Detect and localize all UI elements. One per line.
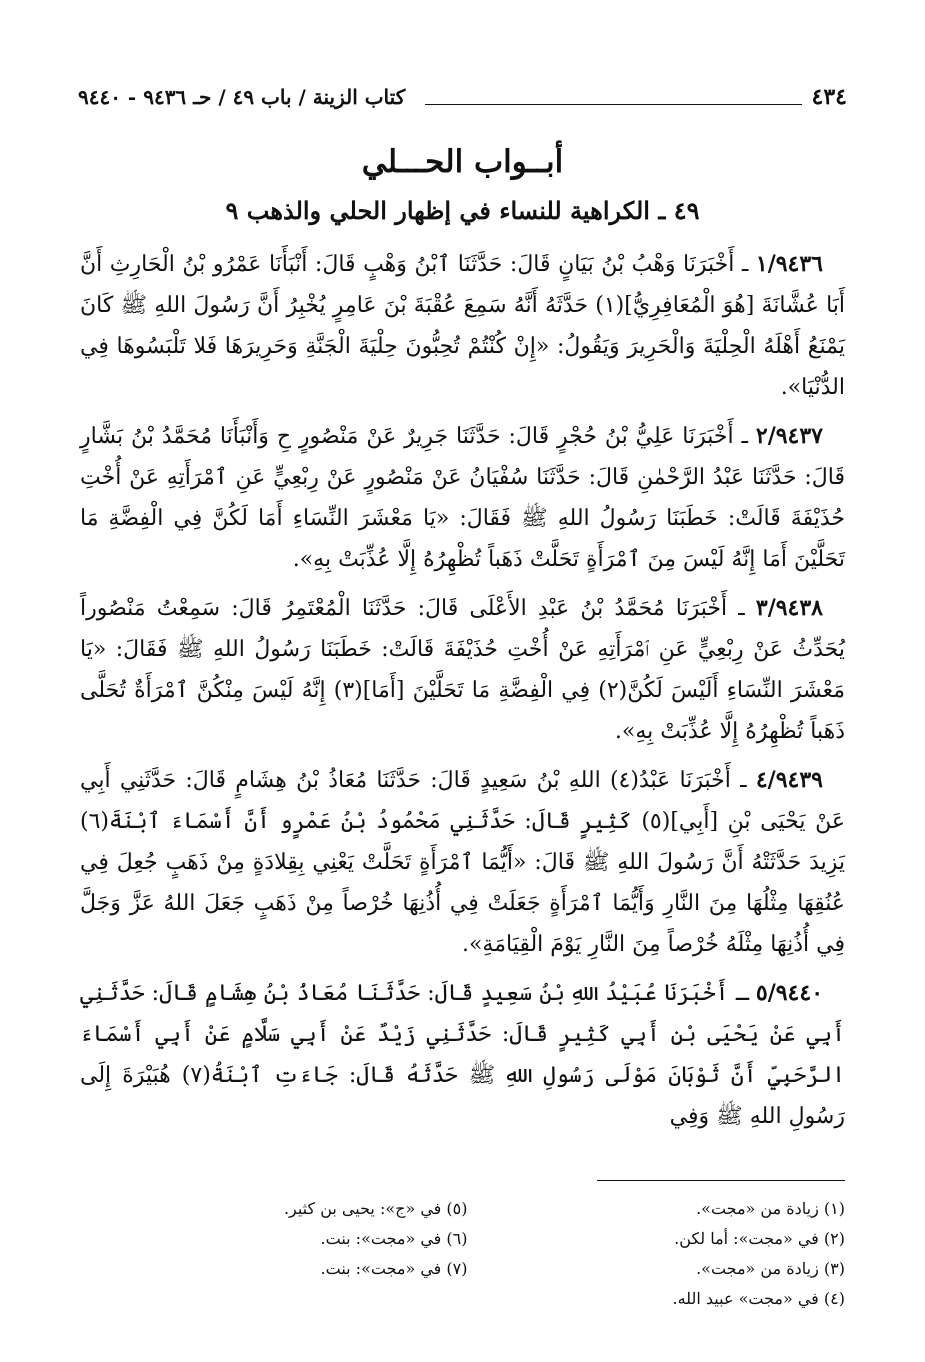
hadith-number: ١/٩٤٣٦ (755, 251, 823, 277)
section-title: أبــواب الحـــلي (361, 144, 564, 180)
header-rule (425, 90, 801, 105)
page-number: ٤٣٤ (811, 84, 847, 110)
footnote: (٢) في «مجت»: أما لكن. (674, 1229, 845, 1248)
hadith-text: ـ أَخْبَرَنَا عُبَيْدُ اللهِ بْنُ سَعِيدٍ قَالَ: حَدَّثَنَا مُعَاذُ بْنُ هِشَامٍ قَالَ: حَدَّثَنِي أَبِي عَنْ يَحْيَى بْنِ أَبِي كَثِيرٍ قَالَ: حَدَّثَنِي زَيْدٌ عَنْ أَبِي سَلَّامٍ عَنْ أَبِي أَسْمَاءَ الرَّحَبِيِّ أَنَّ ثَوْبَانَ مَوْلَى رَسُولِ اللهِ ﷺ حَدَّثَهُ قَالَ: جَاءَتِ ٱبْنَةُ(٧) هُبَيْرَةَ إِلَى رَسُولِ اللهِ ﷺ وَفِي (80, 981, 845, 1129)
running-header (78, 80, 847, 114)
hadith-paragraph (80, 760, 845, 965)
hadith-number: ٢/٩٤٣٧ (755, 423, 823, 449)
hadith-text: ـ أَخْبَرَنَا عَبْدُ(٤) اللهِ بْنُ سَعِيدٍ قَالَ: حَدَّثَنَا مُعَاذُ بْنُ هِشَامٍ قَالَ: حَدَّثَنِي أَبِي عَنْ يَحْيَى بْنِ [أَبِي](٥) كَثِيرٍ قَالَ: حَدَّثَنِي مَحْمُودُ بْنُ عَمْرٍو أَنَّ أَسْمَاءَ ٱبْنَةَ(٦) يَزِيدَ حَدَّثَتْهُ أَنَّ رَسُولَ اللهِ ﷺ قَالَ: «أَيُّمَا ٱمْرَأَةٍ تَحَلَّتْ يَعْنِي بِقِلادَةٍ مِنْ ذَهَبٍ جُعِلَ فِي عُنُقِهَا مِثْلُهَا مِنَ النَّارِ وَأَيُّمَا ٱمْرَأَةٍ جَعَلَتْ فِي أُذُنِهَا خُرْصاً مِنْ ذَهَبٍ جَعَلَ اللهُ عَزَّ وَجَلَّ فِي أُذُنِهَا مِثْلَهُ خُرْصاً مِنَ النَّارِ يَوْمَ الْقِيَامَةِ». (80, 768, 845, 957)
footnote: (٧) في «مجت»: بنت. (320, 1259, 468, 1278)
hadith-text: ـ أَخْبَرَنَا وَهْبُ بْنُ بَيَانٍ قَالَ: حَدَّثَنَا ٱبْنُ وَهْبٍ قَالَ: أَنْبَأَنَا عَمْرُو بْنُ الْحَارِثِ أَنَّ أَبَا عُشَّانَةَ [هُوَ الْمُعَافِرِيُّ](١) حَدَّثَهُ أَنَّهُ سَمِعَ عُقْبَةَ بْنَ عَامِرٍ يُخْبِرُ أَنَّ رَسُولَ اللهِ ﷺ كَانَ يَمْنَعُ أَهْلَهُ الْحِلْيَةَ وَالْحَرِيرَ وَيَقُولُ: «إِنْ كُنْتُمْ تُحِبُّونَ حِلْيَةَ الْجَنَّةِ وَحَرِيرَهَا فَلا تَلْبَسُوهَا فِي الدُّنْيَا». (80, 252, 846, 400)
hadith-paragraph (80, 244, 845, 408)
chapter-title: ٤٩ ـ الكراهية للنساء في إظهار الحلي والذهب ٩ (225, 196, 700, 225)
hadith-number: ٥/٩٤٤٠ (755, 980, 824, 1006)
hadith-number: ٤/٩٤٣٩ (755, 767, 823, 793)
hadith-text: ـ أَخْبَرَنَا عَلِيُّ بْنُ حُجْرٍ قَالَ: حَدَّثَنَا جَرِيرٌ عَنْ مَنْصُورٍ حِ وَأَنْبَأَنَا مُحَمَّدُ بْنُ بَشَّارٍ قَالَ: حَدَّثَنَا عَبْدُ الرَّحْمٰنِ قَالَ: حَدَّثَنَا سُفْيَانُ عَنْ مَنْصُورٍ عَنْ رِبْعِيٍّ عَنِ ٱمْرَأَتِهِ عَنْ أُخْتِ حُذَيْفَةَ قَالَتْ: خَطَبَنَا رَسُولُ اللهِ ﷺ فَقَالَ: «يَا مَعْشَرَ النِّسَاءِ أَمَا لَكُنَّ فِي الْفِضَّةِ مَا تَحَلَّيْنَ أَمَا إِنَّهُ لَيْسَ مِنَ ٱمْرَأَةٍ تَحَلَّتْ ذَهَباً تُظْهِرُهُ إِلَّا عُذِّبَتْ بِهِ». (80, 424, 845, 572)
footnotes (130, 1194, 845, 1314)
hadith-body (80, 244, 845, 1145)
hadith-text: ـ أَخْبَرَنَا مُحَمَّدُ بْنُ عَبْدِ الأَعْلَى قَالَ: حَدَّثَنَا الْمُعْتَمِرُ قَالَ: سَمِعْتُ مَنْصُوراً يُحَدِّثُ عَنْ رِبْعِيٍّ عَنِ ٱمْرَأَتِهِ عَنْ أُخْتِ حُذَيْفَةَ قَالَتْ: خَطَبَنَا رَسُولُ اللهِ ﷺ فَقَالَ: «يَا مَعْشَرَ النِّسَاءِ أَلَيْسَ لَكُنَّ(٢) فِي الْفِضَّةِ مَا تَحَلَّيْنَ [أَمَا](٣) إِنَّهُ لَيْسَ مِنْكُنَّ ٱمْرَأَةٌ تُحَلَّى ذَهَباً تُظْهِرُهُ إِلَّا عُذِّبَتْ بِهِ». (80, 596, 845, 744)
hadith-paragraph (80, 588, 845, 752)
hadith-paragraph (80, 416, 845, 580)
footnote: (٤) في «مجت» عبيد الله. (672, 1289, 845, 1308)
hadith-paragraph (80, 973, 845, 1137)
footnote: (٦) في «مجت»: بنت. (320, 1229, 468, 1248)
footnotes-rule (597, 1180, 845, 1181)
hadith-number: ٣/٩٤٣٨ (755, 595, 823, 621)
running-title: كتاب الزينة / باب ٤٩ / حـ ٩٤٣٦ - ٩٤٤٠ (78, 85, 406, 109)
footnote: (١) زيادة من «مجت». (696, 1199, 845, 1218)
footnote: (٥) في «ج»: يحيى بن كثير. (283, 1199, 468, 1218)
footnote: (٣) زيادة من «مجت». (696, 1259, 845, 1278)
